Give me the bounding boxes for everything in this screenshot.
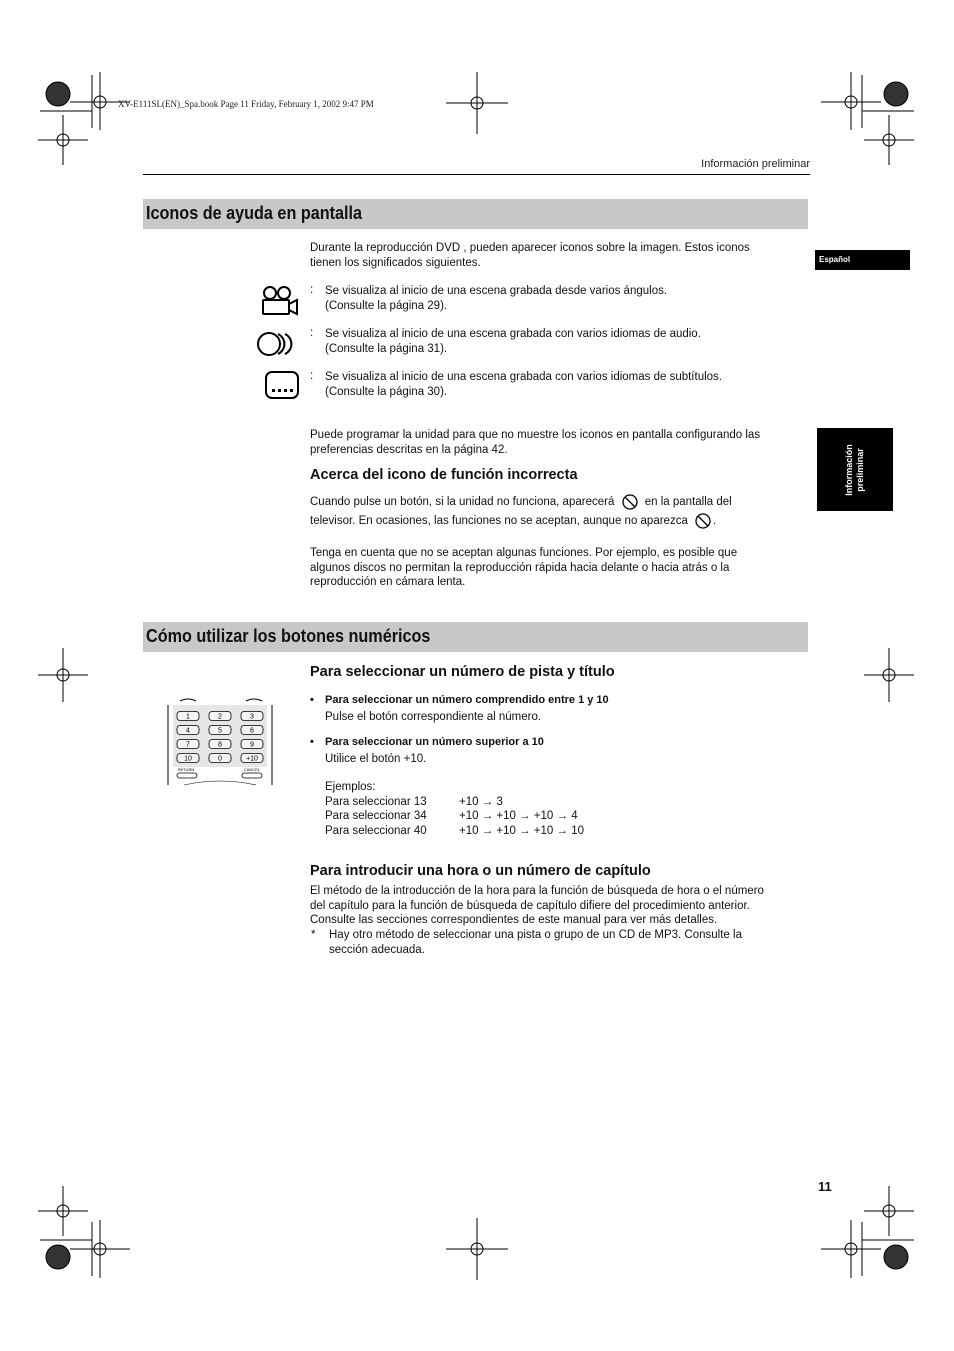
cancel-label: CANCEL bbox=[243, 767, 261, 772]
bullet-heading: Para seleccionar un número comprendido entre 1 y 10 bbox=[325, 694, 609, 706]
audio-language-icon bbox=[256, 331, 302, 357]
running-head: Información preliminar bbox=[701, 158, 810, 170]
example-label: Para seleccionar 34 bbox=[325, 810, 427, 822]
icon-description: Se visualiza al inicio de una escena grabada con varios idiomas de audio. (Consulte la página 31). bbox=[325, 328, 701, 355]
prohibited-icon bbox=[621, 493, 639, 511]
bullet-heading: Para seleccionar un número superior a 10 bbox=[325, 736, 544, 748]
footnote-mark: * bbox=[311, 929, 316, 941]
example-label: Para seleccionar 40 bbox=[325, 825, 427, 837]
section-title: Cómo utilizar los botones numéricos bbox=[146, 626, 431, 646]
section-tab bbox=[817, 428, 893, 511]
remote-key-label: 7 bbox=[186, 741, 190, 749]
example-sequence: +10 → 3 bbox=[459, 796, 503, 808]
remote-key-label: 9 bbox=[250, 741, 254, 749]
remote-key-label: 5 bbox=[218, 727, 222, 735]
section-tab-label: Información preliminar bbox=[844, 443, 865, 496]
programming-text: Puede programar la unidad para que no muestre los iconos en pantalla configurando las preferencias descritas en la página 42. bbox=[310, 429, 761, 456]
footnote-text: Hay otro método de seleccionar una pista o grupo de un CD de MP3. Consulte la sección adecuada. bbox=[329, 929, 742, 956]
example-sequence: +10 → +10 → +10 → 10 bbox=[459, 825, 584, 837]
intro-text: Durante la reproducción DVD , pueden aparecer iconos sobre la imagen. Estos iconos tienen los significados siguientes. bbox=[310, 242, 750, 269]
subheading: Para seleccionar un número de pista y título bbox=[310, 664, 615, 680]
return-label: RETURN bbox=[177, 767, 195, 772]
remote-keypad-illustration bbox=[166, 697, 276, 789]
invalid-icon-text-2: televisor. En ocasiones, las funciones no se aceptan, aunque no aparezca . bbox=[310, 512, 716, 530]
note-text: Tenga en cuenta que no se aceptan algunas funciones. Por ejemplo, es posible que algunos discos no permitan la reproducción rápida hacia delante o hacia atrás o la reproducción en cámara lenta. bbox=[310, 547, 738, 589]
icon-description: Se visualiza al inicio de una escena grabada con varios idiomas de subtítulos. (Consulte la página 30). bbox=[325, 371, 722, 398]
prohibited-icon bbox=[694, 512, 712, 530]
time-entry-text: El método de la introducción de la hora para la función de búsqueda de hora o el número del capítulo para la función de búsqueda de capítulo difiere del procedimiento anterior. Consulte las secciones correspondientes de este manual para ver más detalles. bbox=[310, 885, 764, 927]
remote-key-label: 10 bbox=[184, 755, 192, 763]
example-label: Para seleccionar 13 bbox=[325, 796, 427, 808]
icon-description: Se visualiza al inicio de una escena grabada desde varios ángulos. (Consulte la página 29). bbox=[325, 285, 668, 312]
remote-key-label: 8 bbox=[218, 741, 222, 749]
camera-angle-icon bbox=[260, 285, 300, 317]
remote-key-label: 6 bbox=[250, 727, 254, 735]
remote-key-label: 4 bbox=[186, 727, 190, 735]
subtitle-icon bbox=[264, 370, 300, 400]
header-rule bbox=[143, 174, 810, 175]
bullet-text: Pulse el botón correspondiente al número. bbox=[325, 711, 542, 723]
remote-key-label: 2 bbox=[218, 713, 222, 721]
page-number: 11 bbox=[818, 1179, 832, 1194]
language-tab bbox=[815, 250, 910, 270]
bullet-text: Utilice el botón +10. bbox=[325, 753, 427, 765]
invalid-icon-text: Cuando pulse un botón, si la unidad no funciona, aparecerá en la pantalla del bbox=[310, 493, 732, 511]
subheading: Para introducir una hora o un número de capítulo bbox=[310, 863, 651, 879]
section-heading-bar bbox=[143, 199, 808, 229]
remote-key-label: 3 bbox=[250, 713, 254, 721]
section-title: Iconos de ayuda en pantalla bbox=[146, 203, 363, 223]
language-tab-label: Español bbox=[819, 255, 851, 264]
remote-key-label: 0 bbox=[218, 755, 222, 763]
remote-key-label: 1 bbox=[186, 713, 190, 721]
print-header: XV-E111SL(EN)_Spa.book Page 11 Friday, February 1, 2002 9:47 PM bbox=[118, 99, 374, 109]
remote-key-label: +10 bbox=[246, 755, 258, 763]
subheading: Acerca del icono de función incorrecta bbox=[310, 467, 578, 483]
section-heading-bar bbox=[143, 622, 808, 652]
example-sequence: +10 → +10 → +10 → 4 bbox=[459, 810, 578, 822]
examples-label: Ejemplos: bbox=[325, 781, 376, 793]
